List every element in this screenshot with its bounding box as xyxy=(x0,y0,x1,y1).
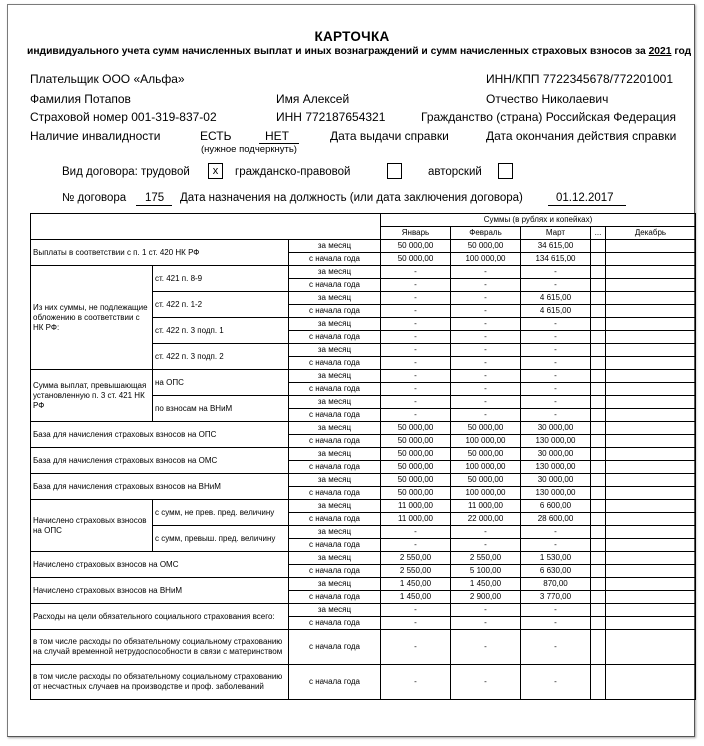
value-cell: 2 550,00 xyxy=(381,552,451,565)
row-label: База для начисления страховых взносов на ОПС xyxy=(31,422,289,448)
value-cell: - xyxy=(381,370,451,383)
empty-cell xyxy=(591,578,606,591)
period-ytd: с начала года xyxy=(289,331,381,344)
value-cell: - xyxy=(381,526,451,539)
value-cell: - xyxy=(381,331,451,344)
value-cell: - xyxy=(521,370,591,383)
period-ytd: с начала года xyxy=(289,279,381,292)
value-cell: - xyxy=(521,539,591,552)
period-monthly: за месяц xyxy=(289,422,381,435)
period-monthly: за месяц xyxy=(289,474,381,487)
empty-cell xyxy=(591,435,606,448)
value-cell: - xyxy=(451,665,521,700)
empty-cell xyxy=(606,591,696,604)
inn-line xyxy=(276,110,385,124)
value-cell: 2 900,00 xyxy=(451,591,521,604)
row-sub-label: ст. 421 п. 8-9 xyxy=(153,266,289,292)
value-cell: - xyxy=(521,331,591,344)
empty-cell xyxy=(606,331,696,344)
period-ytd: с начала года xyxy=(289,305,381,318)
value-cell: - xyxy=(451,617,521,630)
table-row xyxy=(31,604,696,617)
surname-label: Фамилия xyxy=(30,92,81,106)
value-cell: 50 000,00 xyxy=(451,474,521,487)
value-cell: - xyxy=(381,383,451,396)
appointment-underline xyxy=(548,205,626,206)
table-row xyxy=(31,422,696,435)
value-cell: 28 600,00 xyxy=(521,513,591,526)
row-group-label: Начислено страховых взносов на ОПС xyxy=(31,500,153,552)
name-line xyxy=(276,92,349,106)
period-monthly: за месяц xyxy=(289,318,381,331)
patronymic-value: Николаевич xyxy=(541,92,609,106)
empty-cell xyxy=(591,448,606,461)
empty-cell xyxy=(591,292,606,305)
value-cell: - xyxy=(451,357,521,370)
period-ytd: с начала года xyxy=(289,435,381,448)
empty-cell xyxy=(606,578,696,591)
row-label: База для начисления страховых взносов на ВНиМ xyxy=(31,474,289,500)
row-sub-label: ст. 422 п. 1-2 xyxy=(153,292,289,318)
value-cell: 130 000,00 xyxy=(521,435,591,448)
empty-cell xyxy=(591,474,606,487)
period-ytd: с начала года xyxy=(289,357,381,370)
empty-cell xyxy=(606,253,696,266)
empty-cell xyxy=(606,604,696,617)
value-cell: 50 000,00 xyxy=(381,240,451,253)
value-cell: 1 450,00 xyxy=(381,578,451,591)
empty-cell xyxy=(606,513,696,526)
surname-value: Потапов xyxy=(84,92,131,106)
name-label: Имя xyxy=(276,92,300,106)
value-cell: - xyxy=(521,383,591,396)
row-sub-label: с сумм, не прев. пред. величину xyxy=(153,500,289,526)
period-ytd: с начала года xyxy=(289,461,381,474)
row-sub-label: ст. 422 п. 3 подп. 2 xyxy=(153,344,289,370)
inn-label: ИНН xyxy=(276,110,302,124)
period-monthly: за месяц xyxy=(289,396,381,409)
payer-value: ООО «Альфа» xyxy=(102,72,185,86)
accruals-table xyxy=(30,213,696,700)
row-label: Выплаты в соответствии с п. 1 ст. 420 НК РФ xyxy=(31,240,289,266)
empty-cell xyxy=(591,526,606,539)
empty-cell xyxy=(606,240,696,253)
empty-cell xyxy=(591,409,606,422)
empty-cell xyxy=(606,266,696,279)
value-cell: 1 450,00 xyxy=(381,591,451,604)
period-monthly: за месяц xyxy=(289,604,381,617)
period-monthly: за месяц xyxy=(289,578,381,591)
appointment-date: 01.12.2017 xyxy=(556,192,614,204)
value-cell: - xyxy=(381,279,451,292)
value-cell: 4 615,00 xyxy=(521,305,591,318)
period-ytd: с начала года xyxy=(289,617,381,630)
value-cell: 50 000,00 xyxy=(381,487,451,500)
value-cell: - xyxy=(521,396,591,409)
value-cell: - xyxy=(521,344,591,357)
empty-cell xyxy=(591,617,606,630)
value-cell: 2 550,00 xyxy=(381,565,451,578)
labor-contract-checkbox[interactable]: x xyxy=(208,163,223,179)
empty-cell xyxy=(606,487,696,500)
value-cell: - xyxy=(451,292,521,305)
empty-cell xyxy=(606,552,696,565)
empty-cell xyxy=(591,279,606,292)
month-header: Февраль xyxy=(451,227,521,240)
report-year: 2021 xyxy=(648,46,672,57)
empty-cell xyxy=(591,539,606,552)
period-ytd: с начала года xyxy=(289,487,381,500)
sums-header: Суммы (в рублях и копейках) xyxy=(381,214,696,227)
period-monthly: за месяц xyxy=(289,500,381,513)
value-cell: 11 000,00 xyxy=(381,500,451,513)
value-cell: 5 100,00 xyxy=(451,565,521,578)
period-monthly: за месяц xyxy=(289,344,381,357)
empty-cell xyxy=(606,292,696,305)
row-label: Начислено страховых взносов на ОМС xyxy=(31,552,289,578)
value-cell: 22 000,00 xyxy=(451,513,521,526)
contract-number-label: № договора xyxy=(62,192,127,204)
value-cell: - xyxy=(381,630,451,665)
value-cell: 50 000,00 xyxy=(451,422,521,435)
empty-cell xyxy=(591,604,606,617)
patronymic-line xyxy=(486,92,608,106)
empty-cell xyxy=(606,370,696,383)
empty-cell xyxy=(591,331,606,344)
value-cell: 50 000,00 xyxy=(381,448,451,461)
value-cell: - xyxy=(521,665,591,700)
value-cell: - xyxy=(451,279,521,292)
period-ytd: с начала года xyxy=(289,665,381,700)
empty-cell xyxy=(606,279,696,292)
empty-cell xyxy=(606,617,696,630)
empty-cell xyxy=(606,383,696,396)
year-suffix: год xyxy=(674,46,692,57)
month-header: Март xyxy=(521,227,591,240)
value-cell: 4 615,00 xyxy=(521,292,591,305)
value-cell: 1 450,00 xyxy=(451,578,521,591)
empty-cell xyxy=(591,240,606,253)
value-cell: - xyxy=(451,305,521,318)
value-cell: 11 000,00 xyxy=(381,513,451,526)
empty-cell xyxy=(606,474,696,487)
empty-cell xyxy=(591,422,606,435)
value-cell: 11 000,00 xyxy=(451,500,521,513)
value-cell: 50 000,00 xyxy=(381,474,451,487)
value-cell: 50 000,00 xyxy=(381,253,451,266)
empty-cell xyxy=(606,448,696,461)
payer-line xyxy=(30,72,185,86)
value-cell: 6 630,00 xyxy=(521,565,591,578)
value-cell: - xyxy=(381,292,451,305)
empty-cell xyxy=(591,383,606,396)
empty-cell xyxy=(606,409,696,422)
period-ytd: с начала года xyxy=(289,630,381,665)
value-cell: - xyxy=(521,526,591,539)
insurance-line xyxy=(30,110,217,124)
author-contract-checkbox[interactable] xyxy=(498,163,513,179)
table-row xyxy=(31,266,696,279)
value-cell: 30 000,00 xyxy=(521,422,591,435)
empty-cell xyxy=(606,565,696,578)
row-label: Начислено страховых взносов на ВНиМ xyxy=(31,578,289,604)
empty-cell xyxy=(606,500,696,513)
value-cell: 130 000,00 xyxy=(521,487,591,500)
period-ytd: с начала года xyxy=(289,539,381,552)
inn-kpp-value: 7722345678/772201001 xyxy=(542,72,674,86)
period-monthly: за месяц xyxy=(289,370,381,383)
empty-cell xyxy=(591,253,606,266)
value-cell: 30 000,00 xyxy=(521,474,591,487)
value-cell: - xyxy=(451,539,521,552)
value-cell: - xyxy=(521,409,591,422)
value-cell: - xyxy=(451,604,521,617)
disability-option-no: НЕТ xyxy=(265,129,289,143)
value-cell: 2 550,00 xyxy=(451,552,521,565)
empty-cell xyxy=(591,461,606,474)
value-cell: - xyxy=(381,344,451,357)
empty-cell xyxy=(591,552,606,565)
period-ytd: с начала года xyxy=(289,591,381,604)
patronymic-label: Отчество xyxy=(486,92,539,106)
value-cell: 100 000,00 xyxy=(451,253,521,266)
value-cell: - xyxy=(521,604,591,617)
value-cell: 130 000,00 xyxy=(521,461,591,474)
value-cell: - xyxy=(451,409,521,422)
value-cell: 50 000,00 xyxy=(381,461,451,474)
value-cell: - xyxy=(381,409,451,422)
value-cell: - xyxy=(451,630,521,665)
value-cell: - xyxy=(451,318,521,331)
row-label: в том числе расходы по обязательному социальному страхованию на случай временной нетрудоспособности в связи с материнством xyxy=(31,630,289,665)
empty-cell xyxy=(591,487,606,500)
empty-cell xyxy=(606,665,696,700)
empty-cell xyxy=(606,344,696,357)
empty-cell xyxy=(591,591,606,604)
author-contract-label: авторский xyxy=(428,166,482,178)
row-label: Расходы на цели обязательного социального страхования всего: xyxy=(31,604,289,630)
value-cell: 34 615,00 xyxy=(521,240,591,253)
disability-hint: (нужное подчеркнуть) xyxy=(201,144,297,155)
table-row xyxy=(31,630,696,665)
empty-cell xyxy=(606,461,696,474)
table-row xyxy=(31,500,696,513)
period-ytd: с начала года xyxy=(289,409,381,422)
row-sub-label: ст. 422 п. 3 подп. 1 xyxy=(153,318,289,344)
month-header: ... xyxy=(591,227,606,240)
row-group-label: Из них суммы, не подлежащие обложению в соответствии с НК РФ: xyxy=(31,266,153,370)
value-cell: 1 530,00 xyxy=(521,552,591,565)
period-ytd: с начала года xyxy=(289,383,381,396)
period-monthly: за месяц xyxy=(289,448,381,461)
value-cell: - xyxy=(451,266,521,279)
value-cell: 100 000,00 xyxy=(451,435,521,448)
empty-cell xyxy=(591,396,606,409)
value-cell: - xyxy=(521,266,591,279)
empty-cell xyxy=(591,318,606,331)
value-cell: - xyxy=(381,665,451,700)
value-cell: - xyxy=(381,305,451,318)
table-row xyxy=(31,665,696,700)
month-header: Январь xyxy=(381,227,451,240)
period-monthly: за месяц xyxy=(289,240,381,253)
value-cell: 50 000,00 xyxy=(381,435,451,448)
header-blank-cell xyxy=(31,214,381,240)
value-cell: - xyxy=(381,604,451,617)
table-row xyxy=(31,474,696,487)
value-cell: 50 000,00 xyxy=(451,448,521,461)
empty-cell xyxy=(591,305,606,318)
empty-cell xyxy=(591,500,606,513)
value-cell: 30 000,00 xyxy=(521,448,591,461)
value-cell: - xyxy=(521,279,591,292)
empty-cell xyxy=(606,318,696,331)
value-cell: - xyxy=(451,331,521,344)
cert-issue-label: Дата выдачи справки xyxy=(330,129,449,143)
period-monthly: за месяц xyxy=(289,292,381,305)
contract-number-underline xyxy=(136,205,172,206)
value-cell: 3 770,00 xyxy=(521,591,591,604)
disability-option-yes: ЕСТЬ xyxy=(200,129,232,143)
empty-cell xyxy=(591,630,606,665)
table-row xyxy=(31,448,696,461)
empty-cell xyxy=(591,513,606,526)
citizenship-line xyxy=(421,110,676,124)
value-cell: - xyxy=(381,617,451,630)
surname-line xyxy=(30,92,131,106)
empty-cell xyxy=(606,422,696,435)
period-monthly: за месяц xyxy=(289,526,381,539)
value-cell: - xyxy=(451,370,521,383)
civil-contract-checkbox[interactable] xyxy=(387,163,402,179)
table-row xyxy=(31,578,696,591)
empty-cell xyxy=(606,357,696,370)
value-cell: - xyxy=(521,630,591,665)
civil-contract-label: гражданско-правовой xyxy=(235,166,351,178)
empty-cell xyxy=(591,357,606,370)
table-row xyxy=(31,240,696,253)
document-title: КАРТОЧКА xyxy=(314,29,390,44)
row-sub-label: на ОПС xyxy=(153,370,289,396)
contract-kind-label: Вид договора: трудовой xyxy=(62,166,190,178)
value-cell: - xyxy=(521,617,591,630)
month-header: Декабрь xyxy=(606,227,696,240)
value-cell: 100 000,00 xyxy=(451,487,521,500)
period-monthly: за месяц xyxy=(289,552,381,565)
disability-label: Наличие инвалидности xyxy=(30,129,161,143)
empty-cell xyxy=(591,370,606,383)
table-header-row xyxy=(31,214,696,227)
value-cell: - xyxy=(451,396,521,409)
payer-label: Плательщик xyxy=(30,72,99,86)
value-cell: 50 000,00 xyxy=(381,422,451,435)
empty-cell xyxy=(606,396,696,409)
value-cell: - xyxy=(451,383,521,396)
value-cell: 6 600,00 xyxy=(521,500,591,513)
row-sub-label: с сумм, превыш. пред. величину xyxy=(153,526,289,552)
subtitle-text: индивидуального учета сумм начисленных выплат и иных вознаграждений и сумм начисленных страховых взносов за xyxy=(27,46,646,57)
empty-cell xyxy=(606,539,696,552)
value-cell: - xyxy=(521,357,591,370)
period-ytd: с начала года xyxy=(289,513,381,526)
citizenship-value: Российская Федерация xyxy=(545,110,676,124)
value-cell: 870,00 xyxy=(521,578,591,591)
value-cell: - xyxy=(451,344,521,357)
empty-cell xyxy=(591,665,606,700)
appointment-label: Дата назначения на должность (или дата заключения договора) xyxy=(180,192,523,204)
period-ytd: с начала года xyxy=(289,253,381,266)
value-cell: - xyxy=(381,318,451,331)
table-row xyxy=(31,552,696,565)
row-label: в том числе расходы по обязательному социальному страхованию от несчастных случаев на производстве и проф. заболеваний xyxy=(31,665,289,700)
period-ytd: с начала года xyxy=(289,565,381,578)
empty-cell xyxy=(606,630,696,665)
insurance-label: Страховой номер xyxy=(30,110,128,124)
value-cell: - xyxy=(451,526,521,539)
empty-cell xyxy=(591,565,606,578)
cert-end-label: Дата окончания действия справки xyxy=(486,129,677,143)
row-label: База для начисления страховых взносов на ОМС xyxy=(31,448,289,474)
value-cell: 134 615,00 xyxy=(521,253,591,266)
value-cell: - xyxy=(381,539,451,552)
empty-cell xyxy=(591,344,606,357)
insurance-value: 001-319-837-02 xyxy=(131,110,217,124)
table-row xyxy=(31,370,696,383)
period-monthly: за месяц xyxy=(289,266,381,279)
row-sub-label: по взносам на ВНиМ xyxy=(153,396,289,422)
row-group-label: Сумма выплат, превышающая установленную п. 3 ст. 421 НК РФ xyxy=(31,370,153,422)
empty-cell xyxy=(591,266,606,279)
value-cell: 50 000,00 xyxy=(451,240,521,253)
value-cell: - xyxy=(381,266,451,279)
citizenship-label: Гражданство (страна) xyxy=(421,110,543,124)
value-cell: - xyxy=(381,357,451,370)
inn-kpp-line xyxy=(486,72,673,86)
empty-cell xyxy=(606,526,696,539)
value-cell: - xyxy=(521,318,591,331)
value-cell: 100 000,00 xyxy=(451,461,521,474)
name-value: Алексей xyxy=(302,92,350,106)
empty-cell xyxy=(606,435,696,448)
empty-cell xyxy=(606,305,696,318)
value-cell: - xyxy=(381,396,451,409)
inn-kpp-label: ИНН/КПП xyxy=(486,72,540,86)
contract-number-value: 175 xyxy=(145,192,165,204)
inn-value: 772187654321 xyxy=(305,110,386,124)
document-subtitle xyxy=(27,46,691,57)
